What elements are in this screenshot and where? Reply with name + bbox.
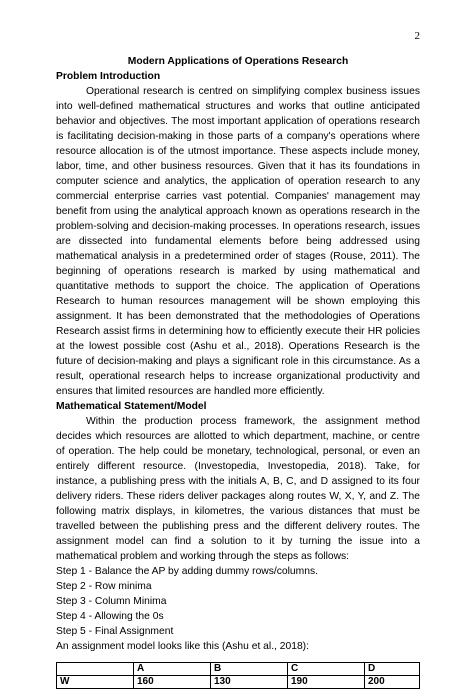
table-header-cell: C [288,663,365,676]
table-cell: 160 [134,676,211,689]
table-cell: 190 [288,676,365,689]
step-item: Step 3 - Column Minima [56,596,167,607]
table-cell: 130 [211,676,288,689]
table-intro: An assignment model looks like this (Ashu et al., 2018): [56,641,309,652]
step-item: Step 5 - Final Assignment [56,626,174,637]
step-item: Step 1 - Balance the AP by adding dummy rows/columns. [56,566,318,577]
section-heading-mathematical-model: Mathematical Statement/Model [56,401,207,412]
page-number: 2 [414,30,420,42]
step-item: Step 4 - Allowing the 0s [56,611,164,622]
table-header-cell [57,663,134,676]
step-item: Step 2 - Row minima [56,581,152,592]
table-header-cell: A [134,663,211,676]
document-title: Modern Applications of Operations Research [127,56,349,67]
section-heading-problem-introduction: Problem Introduction [56,71,161,82]
table-header-cell: B [211,663,288,676]
document-body [56,54,420,689]
table-row [57,676,420,689]
assignment-table [56,662,420,689]
mathematical-model-paragraph: Within the production process framework, the assignment method decides which resources are allotted to which department, machine, or centre of operation. The help could be monetary, technological, personal, or even an entirely different resource. (Investopedia, Investopedia, 2018). Take, for instance, a publishing press with the initials A, B, C, and D assigned to its four delivery riders. These riders deliver packages along routes W, X, Y, and Z. The following matrix displays, in kilometres, the various distances that must be travelled between the publishing press and the different delivery routes. The assignment model can find a solution to it by turning the issue into a mathematical problem and working through the steps as follows: [56,416,420,562]
table-cell: 200 [365,676,420,689]
table-cell: W [57,676,134,689]
table-header-row [57,663,420,676]
table-header-cell: D [365,663,420,676]
problem-introduction-paragraph: Operational research is centred on simplifying complex business issues into well-defined mathematical structures and works that outline anticipated behavior and objectives. The most important application of operations research is facilitating decision-making in those parts of a company's operations where resource allocation is of the utmost importance. These aspects include money, labor, time, and other business resources. Given that it has its foundations in computer science and analytics, the application of operation research to any commercial enterprise carries vast potential. Companies' management may benefit from using the analytical approach known as operations research in the problem-solving and decision-making processes. In operations research, issues are dissected into fundamental elements before being addressed using mathematical analysis in a predetermined order of stages (Rouse, 2011). The beginning of operations research is marked by using mathematical and quantitative methods to support the choice. The application of Operations Research to human resources management will be shown employing this assignment. It has been demonstrated that the methodologies of Operations Research assist firms in determining how to efficiently execute their HR policies at the lowest possible cost (Ashu et al., 2018). Operations Research is the future of decision-making and plays a significant role in this circumstance. As a result, operational research helps to increase organizational productivity and ensures that limited resources are handled more efficiently. [56,86,420,397]
